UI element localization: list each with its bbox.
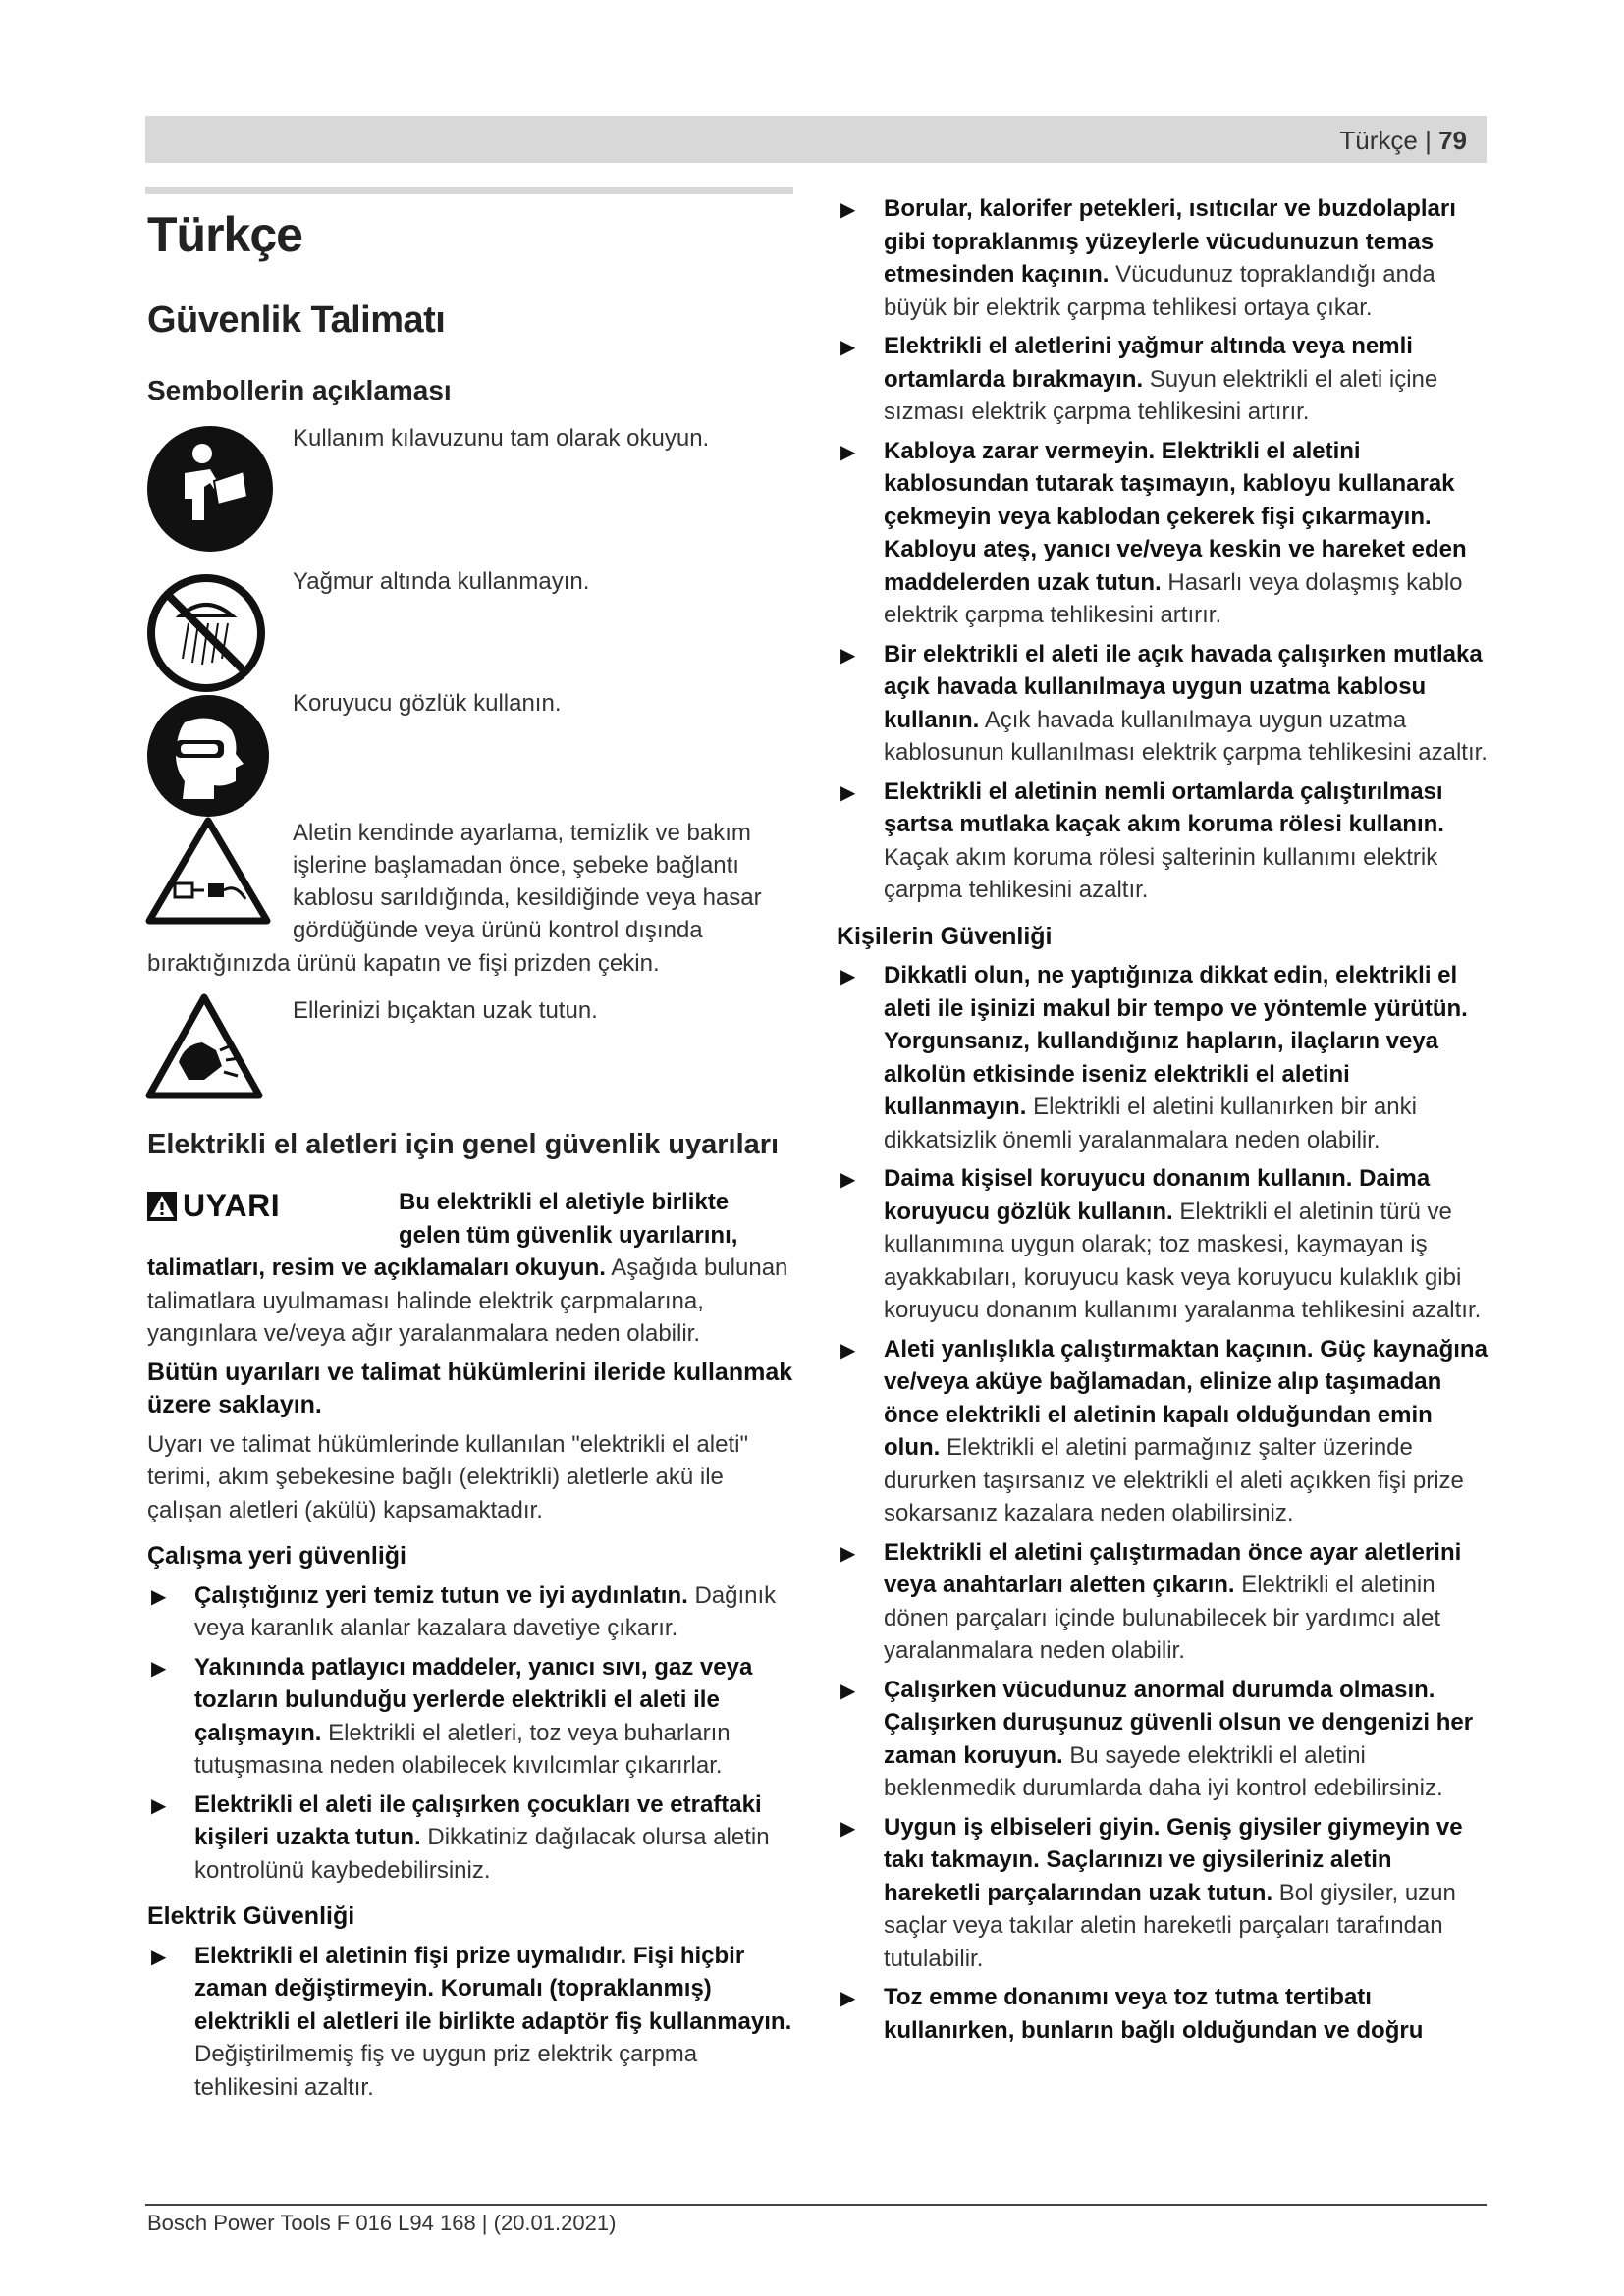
bullet-arrow-icon: ▶	[840, 199, 856, 221]
list-item: ▶ Çalıştığınız yeri temiz tutun ve iyi aydınlatın. Dağınık veya karanlık alanlar kazalara davetiye çıkarır.	[151, 1581, 777, 1641]
warning-bold-line: Bu elektrikli el aletiyle birlikte	[399, 1189, 730, 1215]
blade-warning-icon	[145, 991, 263, 1106]
list-item: ▶ Çalışırken vücudunuz anormal durumda olmasın. Çalışırken duruşunuz güvenli olsun ve dengenizi her zaman koruyun. Bu sayede elektrikli el aletini beklenmedik durumlarda daha iyi kontrol edebilirsiniz.	[840, 1676, 1474, 1801]
warning-bold-head	[399, 1186, 791, 1252]
warning-triangle-icon	[147, 1192, 177, 1221]
bullet-arrow-icon: ▶	[840, 644, 856, 667]
list-item: ▶ Elektrikli el aletini çalıştırmadan önce ayar aletlerini veya anahtarları aletten çıkarın. Elektrikli el aletinin dönen parçaları içinde bulunabilecek bir yardımcı alet yaralanmalara neden olabilir.	[840, 1538, 1462, 1664]
bullet-arrow-icon: ▶	[840, 337, 856, 358]
bullet-arrow-icon: ▶	[151, 1657, 167, 1680]
bullet-arrow-icon: ▶	[840, 1542, 856, 1565]
list-item: ▶ Borular, kalorifer petekleri, ısıtıcılar ve buzdolapları gibi topraklanmış yüzeylerle vücudunuzun temas etmesinden kaçının. Vücudunuz topraklandığı anda büyük bir elektrik çarpma tehlikesi ortaya çıkar.	[840, 195, 1456, 321]
no-rain-icon	[145, 572, 267, 699]
list-item: ▶ Uygun iş elbiseleri giyin. Geniş giysiler giymeyin ve takı takmayın. Saçlarınızı ve giysileriniz aletin hareketli parçalarından uzak tutun. Bol giysiler, uzun saçlar veya takılar aletin hareketli parçaları tarafından tutulabilir.	[840, 1813, 1463, 1972]
symbol-text-line: işlerine başlamadan önce, şebeke bağlantı	[293, 852, 739, 879]
symbol-text: Koruyucu gözlük kullanın.	[293, 690, 562, 717]
keep-instructions-note: Bütün uyarıları ve talimat hükümlerini ileride kullanmak üzere saklayın.	[147, 1358, 793, 1418]
warning-bold-cont: talimatları, resim ve açıklamaları okuyun.	[147, 1255, 606, 1281]
manual-reading-icon	[145, 424, 275, 559]
warning-label	[147, 1188, 280, 1224]
title-rule	[145, 187, 793, 194]
list-item: ▶ Elektrikli el aletlerini yağmur altında veya nemli ortamlarda bırakmayın. Suyun elektrikli el aleti içine sızması elektrik çarpma tehlikesini artırır.	[840, 333, 1438, 425]
symbols-heading: Sembollerin açıklaması	[147, 375, 452, 405]
bullet-arrow-icon: ▶	[840, 1680, 856, 1702]
footer-rule	[145, 2204, 1487, 2206]
symbol-text: Kullanım kılavuzunu tam olarak okuyun.	[293, 425, 710, 452]
goggles-icon	[145, 693, 271, 824]
symbol-text-line: kablosu sarıldığında, kesildiğinde veya hasar	[293, 884, 762, 911]
warning-bold-line: gelen tüm güvenlik uyarılarını,	[399, 1221, 738, 1249]
page-title: Türkçe	[147, 207, 302, 262]
personal-safety-heading: Kişilerin Güvenliği	[837, 922, 1053, 950]
bullet-arrow-icon: ▶	[840, 1169, 856, 1191]
symbol-text: Ellerinizi bıçaktan uzak tutun.	[293, 997, 598, 1024]
warning-body	[147, 1252, 795, 2104]
bullet-arrow-icon: ▶	[151, 1794, 167, 1817]
list-item: ▶ Elektrikli el aletinin nemli ortamlarda çalıştırılması şartsa mutlaka kaçak akım koruma rölesi kullanın. Kaçak akım koruma rölesi şalterinin kullanımı elektrik çarpma tehlikesini azaltır.	[840, 777, 1444, 903]
bullet-arrow-icon: ▶	[840, 1339, 856, 1362]
bullet-arrow-icon: ▶	[840, 1817, 856, 1840]
bullet-arrow-icon: ▶	[840, 1988, 856, 2009]
symbol-text-tail: bıraktığınızda ürünü kapatın ve fişi prizden çekin.	[147, 950, 660, 977]
right-column	[837, 192, 1492, 2047]
bullet-arrow-icon: ▶	[151, 1946, 167, 1968]
list-item: ▶ Kabloya zarar vermeyin. Elektrikli el aletini kablosundan tutarak taşımayın, kabloyu kullanarak çekmeyin veya kablodan çekerek fişi çıkarmayın. Kabloyu ateş, yanıcı ve/veya keskin ve hareket eden maddelerden uzak tutun. Hasarlı veya dolaşmış kablo elektrik çarpma tehlikesini artırır.	[840, 437, 1467, 628]
list-item: ▶ Daima kişisel koruyucu donanım kullanın. Daima koruyucu gözlük kullanın. Elektrikli el aletinin türü ve kullanımına uygun olarak; toz maskesi, kaymayan iş ayakkabıları, koruyucu kask veya koruyucu kulaklık gibi koruyucu donanım kullanımı yaralanma tehlikesini azaltır.	[840, 1165, 1482, 1323]
unplug-warning-icon	[145, 815, 271, 930]
bullet-arrow-icon: ▶	[840, 781, 856, 804]
header-text: Türkçe | 79	[1339, 126, 1467, 155]
work-area-heading: Çalışma yeri güvenliği	[147, 1542, 406, 1570]
list-item: ▶ Dikkatli olun, ne yaptığınıza dikkat edin, elektrikli el aleti ile işinizi makul bir tempo ve yöntemle yürütün. Yorgunsanız, kullandığınız hapların, ilaçların veya alkolün etkisinde iseniz elektrikli el aletini kullanmayın. Elektrikli el aletini kullanırken bir anki dikkatsizlik önemli yaralanmalara neden olabilir.	[840, 962, 1468, 1153]
bullet-arrow-icon: ▶	[151, 1585, 167, 1608]
general-safety-heading: Elektrikli el aletleri için genel güvenlik uyarıları	[147, 1129, 780, 1160]
list-item: ▶ Bir elektrikli el aleti ile açık havada çalışırken mutlaka açık havada kullanılmaya uygun uzatma kablosu kullanın. Açık havada kullanılmaya uygun uzatma kablosunun kullanılması elektrik çarpma tehlikesini azaltır.	[840, 640, 1488, 766]
warning-label-text: UYARI	[183, 1188, 281, 1223]
list-item: ▶ Aleti yanlışlıkla çalıştırmaktan kaçının. Güç kaynağına ve/veya aküye bağlamadan, elinize alıp taşımadan önce elektrikli el aletinin kapalı olduğundan emin olun. Elektrikli el aletini parmağınız şalter üzerinde dururken taşırsanız ve elektrikli el aleti açıkken fişi prize sokarsanız kazalara neden olabilirsiniz.	[840, 1335, 1488, 1526]
page-number: 79	[1438, 126, 1467, 155]
page-footer: Bosch Power Tools F 016 L94 168 | (20.01.2021)	[147, 2211, 617, 2235]
bullet-arrow-icon: ▶	[840, 966, 856, 988]
list-item: ▶ Elektrikli el aletinin fişi prize uymalıdır. Fişi hiçbir zaman değiştirmeyin. Korumalı (topraklanmış) elektrikli el aletleri ile birlikte adaptör fiş kullanmayın. Değiştirilmemiş fiş ve uygun priz elektrik çarpma tehlikesini azaltır.	[151, 1942, 792, 2101]
list-item: ▶ Toz emme donanımı veya toz tutma tertibatı kullanırken, bunların bağlı olduğundan ve doğru	[840, 1984, 1424, 2044]
list-item: ▶ Yakınında patlayıcı maddeler, yanıcı sıvı, gaz veya tozların bulunduğu yerlerde elektrikli el aleti ile çalışmayın. Elektrikli el aletleri, toz veya buharların tutuşmasına neden olabilecek kıvılcımlar çıkarırlar.	[151, 1653, 753, 1779]
bullet-arrow-icon: ▶	[840, 441, 856, 463]
symbol-text-line: gördüğünde veya ürünü kontrol dışında	[293, 917, 703, 943]
warning-text: Aşağıda bulunan talimatlara uyulmaması halinde elektrik çarpmalarına, yangınlara ve/veya ağır yaralanmalara neden olabilir.	[147, 1255, 788, 1347]
symbol-text	[293, 817, 762, 946]
electrical-safety-heading: Elektrik Güvenliği	[147, 1902, 355, 1930]
list-item: ▶ Elektrikli el aleti ile çalışırken çocukları ve etraftaki kişileri uzakta tutun. Dikkatiniz dağılacak olursa aletin kontrolünü kaybedebilirsiniz.	[151, 1790, 770, 1884]
page-header	[145, 116, 1487, 163]
term-note: Uyarı ve talimat hükümlerinde kullanılan "elektrikli el aleti" terimi, akım şebekesine bağlı (elektrikli) aletlerle akü ile çalışan aletleri (akülü) kapsamaktadır.	[147, 1430, 748, 1523]
symbol-text: Yağmur altında kullanmayın.	[293, 568, 590, 595]
symbol-text-line: Aletin kendinde ayarlama, temizlik ve bakım	[293, 820, 751, 846]
header-language: Türkçe	[1339, 126, 1418, 155]
section-title: Güvenlik Talimatı	[147, 299, 446, 341]
